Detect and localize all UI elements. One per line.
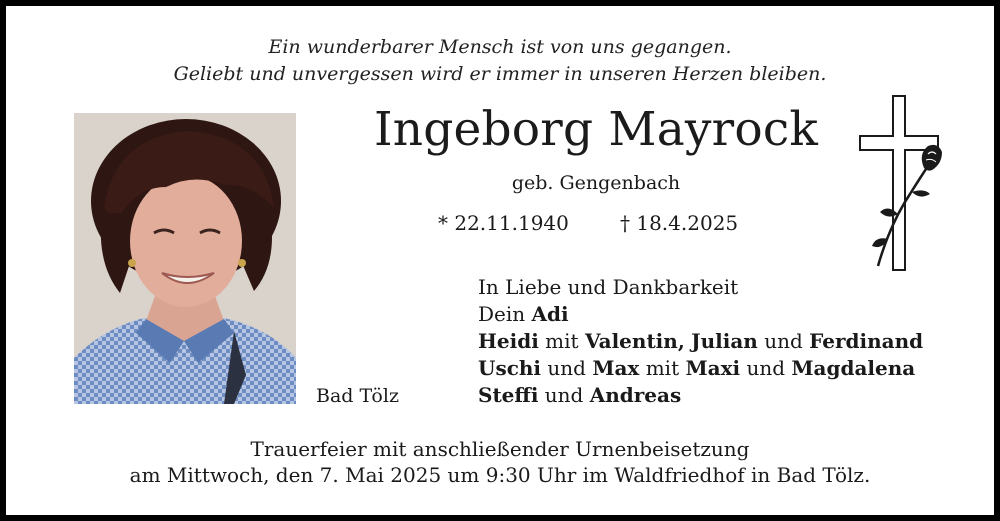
mourner-name: Valentin, [584, 329, 685, 353]
mourner-text: und [764, 329, 803, 353]
mourner-text: mit [645, 356, 680, 380]
mourners-list [478, 274, 923, 409]
mourner-name: Maxi [685, 356, 741, 380]
mourner-text: Dein [478, 302, 526, 326]
mourner-name: Steffi [478, 383, 539, 407]
mourners-line-3 [478, 328, 923, 355]
mourners-line-1: In Liebe und Dankbarkeit [478, 275, 739, 299]
deceased-name: Ingeborg Mayrock [373, 102, 819, 157]
funeral-line-2: am Mittwoch, den 7. Mai 2025 um 9:30 Uhr im Waldfriedhof in Bad Tölz. [129, 463, 871, 487]
mourner-text: und [746, 356, 786, 380]
birth-date: * 22.11.1940 [438, 211, 569, 235]
funeral-notice [6, 436, 994, 488]
portrait-illustration [74, 113, 296, 404]
intro-text [6, 34, 994, 88]
funeral-line-1: Trauerfeier mit anschließender Urnenbeisetzung [250, 437, 750, 461]
maiden-name: geb. Gengenbach [511, 172, 681, 194]
mourner-name: Uschi [478, 356, 542, 380]
mourner-name: Heidi [478, 329, 539, 353]
death-date: † 18.4.2025 [620, 211, 739, 235]
mourner-text: und [544, 383, 584, 407]
mourner-name: Adi [531, 302, 569, 326]
place-of-residence: Bad Tölz [316, 385, 399, 407]
intro-line-2: Geliebt und unvergessen wird er immer in unseren Herzen bleiben. [173, 63, 827, 85]
mourner-name: Magdalena [791, 356, 916, 380]
mourner-name: Max [592, 356, 640, 380]
intro-line-1: Ein wunderbarer Mensch ist von uns gegangen. [268, 36, 732, 58]
portrait-photo [74, 113, 296, 404]
obituary-card [6, 6, 994, 515]
cross-with-rose-icon [858, 94, 942, 272]
mourner-text: und [547, 356, 586, 380]
mourners-line-2 [478, 301, 923, 328]
mourner-name: Ferdinand [809, 329, 924, 353]
mourner-name: Julian [691, 329, 758, 353]
mourner-name: Andreas [589, 383, 682, 407]
mourners-line-4 [478, 355, 923, 382]
mourner-text: mit [545, 329, 579, 353]
mourners-line-5 [478, 382, 923, 409]
